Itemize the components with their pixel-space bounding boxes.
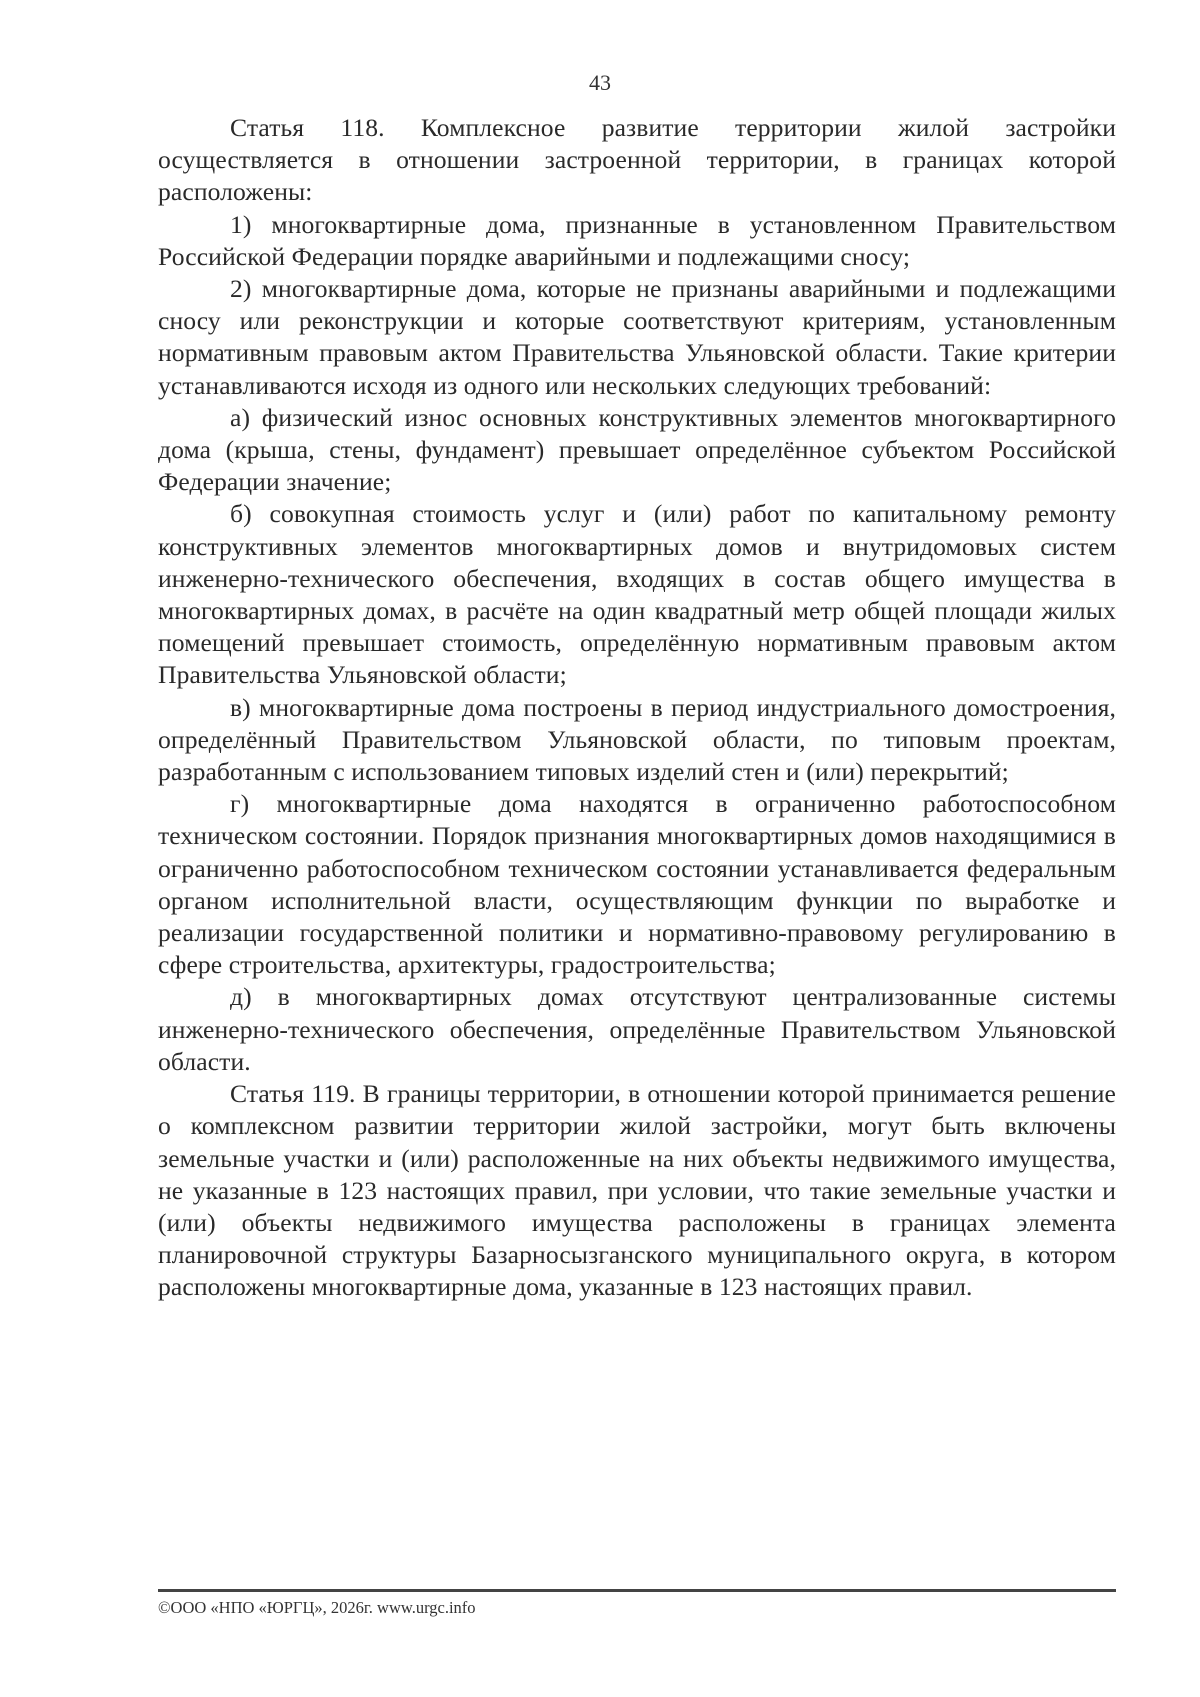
sub-item-v: в) многоквартирные дома построены в период индустриального домостроения, определённый Правительством Ульяновской области, по типовым проектам, разработанным с использованием типовых изделий стен и (или) перекрытий; — [158, 692, 1116, 787]
sub-item-d: д) в многоквартирных домах отсутствуют централизованные системы инженерно-технического обеспечения, определённые Правительством Ульяновской области. — [158, 982, 1116, 1076]
article-119: Статья 119. В границы территории, в отношении которой принимается решение о комплексном развитии территории жилой застройки, могут быть включены земельные участки и (или) расположенные на них объекты недвижимого имущества, не указанные в 123 настоящих правил, при условии, что такие земельные участки и (или) объекты недвижимого имущества расположены в границах элемента планировочной структуры Базарносызганского муниципального округа, в котором расположены многоквартирные дома, указанные в 123 настоящих правил. — [158, 1079, 1116, 1302]
list-item-2: 2) многоквартирные дома, которые не признаны аварийными и подлежащими сносу или реконструкции и которые соответствуют критериям, установленным нормативным правовым актом Правительства Ульяновской области. Такие критерии устанавливаются исходя из одного или нескольких следующих требований: — [158, 274, 1116, 400]
article-118-intro: Статья 118. Комплексное развитие территории жилой застройки осуществляется в отношении застроенной территории, в границах которой расположены: — [158, 113, 1116, 207]
sub-item-b: б) совокупная стоимость услуг и (или) работ по капитальному ремонту конструктивных элементов многоквартирных домов и внутридомовых систем инженерно-технического обеспечения, входящих в состав общего имущества в многоквартирных домах, в расчёте на один квадратный метр общей площади жилых помещений превышает стоимость, определённую нормативным правовым актом Правительства Ульяновской области; — [158, 499, 1116, 690]
list-item-1: 1) многоквартирные дома, признанные в установленном Правительством Российской Федерации порядке аварийными и подлежащими сносу; — [158, 209, 1116, 271]
footer-copyright: ©ООО «НПО «ЮРГЦ», 2026г. www.urgc.info — [158, 1598, 476, 1617]
sub-item-a: а) физический износ основных конструктивных элементов многоквартирного дома (крыша, стены, фундамент) превышает определённое субъектом Российской Федерации значение; — [158, 402, 1116, 497]
page-number: 43 — [589, 70, 611, 95]
document-body — [158, 112, 1116, 1304]
sub-item-g: г) многоквартирные дома находятся в ограниченно работоспособном техническом состоянии. Порядок признания многоквартирных домов находящимися в ограниченно работоспособном техническом состоянии устанавливается федеральным органом исполнительной власти, осуществляющим функции по выработке и реализации государственной политики и нормативно-правовому регулированию в сфере строительства, архитектуры, градостроительства; — [158, 789, 1116, 980]
footer-divider — [158, 1589, 1116, 1592]
